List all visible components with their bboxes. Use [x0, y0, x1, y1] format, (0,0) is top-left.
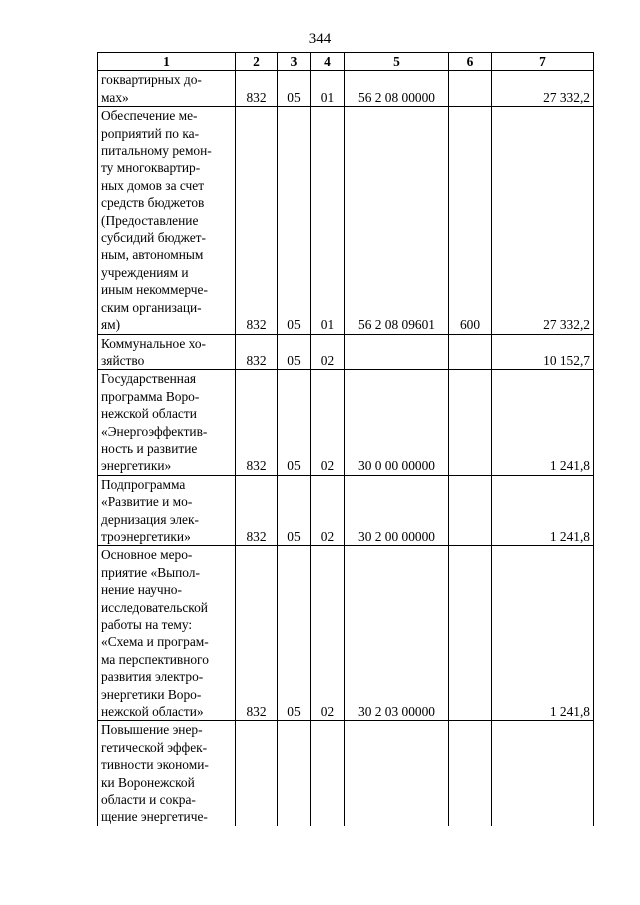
row-col-3: 05: [278, 71, 311, 107]
header-col-5: 5: [345, 53, 449, 71]
table-row: [98, 475, 594, 546]
row-col-3: [278, 721, 311, 826]
row-col-7: 1 241,8: [492, 546, 594, 721]
page-number: 344: [308, 31, 332, 47]
row-col-6: 600: [449, 107, 492, 334]
row-col-5: 56 2 08 09601: [345, 107, 449, 334]
row-col-4: 01: [311, 71, 345, 107]
row-col-6: [449, 71, 492, 107]
row-col-2: 832: [236, 370, 278, 475]
row-col-4: 02: [311, 370, 345, 475]
table-row: [98, 334, 594, 370]
row-col-7: [492, 721, 594, 826]
row-col-2: 832: [236, 334, 278, 370]
row-col-7: 1 241,8: [492, 475, 594, 546]
row-col-4: [311, 721, 345, 826]
header-col-6: 6: [449, 53, 492, 71]
budget-table: [97, 52, 594, 826]
table-row: [98, 71, 594, 107]
row-col-5: [345, 334, 449, 370]
row-col-5: 30 2 00 00000: [345, 475, 449, 546]
row-col-7: 10 152,7: [492, 334, 594, 370]
row-col-3: 05: [278, 334, 311, 370]
row-col-4: 02: [311, 334, 345, 370]
row-col-3: 05: [278, 546, 311, 721]
row-col-4: 02: [311, 475, 345, 546]
row-col-7: 1 241,8: [492, 370, 594, 475]
header-col-1: 1: [98, 53, 236, 71]
row-col-7: 27 332,2: [492, 107, 594, 334]
row-col-2: 832: [236, 475, 278, 546]
row-col-6: [449, 370, 492, 475]
row-col-2: 832: [236, 71, 278, 107]
row-col-4: 02: [311, 546, 345, 721]
table-row: [98, 721, 594, 826]
row-name: гоквартирных до- мах»: [98, 71, 236, 107]
row-name: Подпрограмма «Развитие и мо- дернизация элек- троэнергетики»: [98, 475, 236, 546]
row-col-5: 56 2 08 00000: [345, 71, 449, 107]
row-name: Основное меро- приятие «Выпол- нение научно- исследовательской работы на тему: «Схема и програм- ма перспективного развития электро- энергетики Воро- нежской области»: [98, 546, 236, 721]
header-col-4: 4: [311, 53, 345, 71]
row-col-7: 27 332,2: [492, 71, 594, 107]
header-row: [98, 53, 594, 71]
row-col-3: 05: [278, 475, 311, 546]
row-col-4: 01: [311, 107, 345, 334]
row-col-6: [449, 721, 492, 826]
row-name: Государственная программа Воро- нежской области «Энергоэффектив- ность и развитие энергетики»: [98, 370, 236, 475]
header-col-7: 7: [492, 53, 594, 71]
row-col-2: [236, 721, 278, 826]
header-col-3: 3: [278, 53, 311, 71]
row-name: Повышение энер- гетической эффек- тивности экономи- ки Воронежской области и сокра- щение энергетиче-: [98, 721, 236, 826]
table-row: [98, 107, 594, 334]
row-col-6: [449, 334, 492, 370]
row-col-2: 832: [236, 107, 278, 334]
row-col-5: 30 2 03 00000: [345, 546, 449, 721]
row-name: Коммунальное хо- зяйство: [98, 334, 236, 370]
table-row: [98, 370, 594, 475]
row-name: Обеспечение ме- роприятий по ка- питальному ремон- ту многоквартир- ных домов за счет средств бюджетов (Предоставление субсидий бюджет- ным, автономным учреждениям и иным некоммерче- ским организаци- ям): [98, 107, 236, 334]
header-col-2: 2: [236, 53, 278, 71]
row-col-6: [449, 546, 492, 721]
row-col-6: [449, 475, 492, 546]
row-col-3: 05: [278, 370, 311, 475]
row-col-5: [345, 721, 449, 826]
table-row: [98, 546, 594, 721]
row-col-2: 832: [236, 546, 278, 721]
row-col-3: 05: [278, 107, 311, 334]
row-col-5: 30 0 00 00000: [345, 370, 449, 475]
